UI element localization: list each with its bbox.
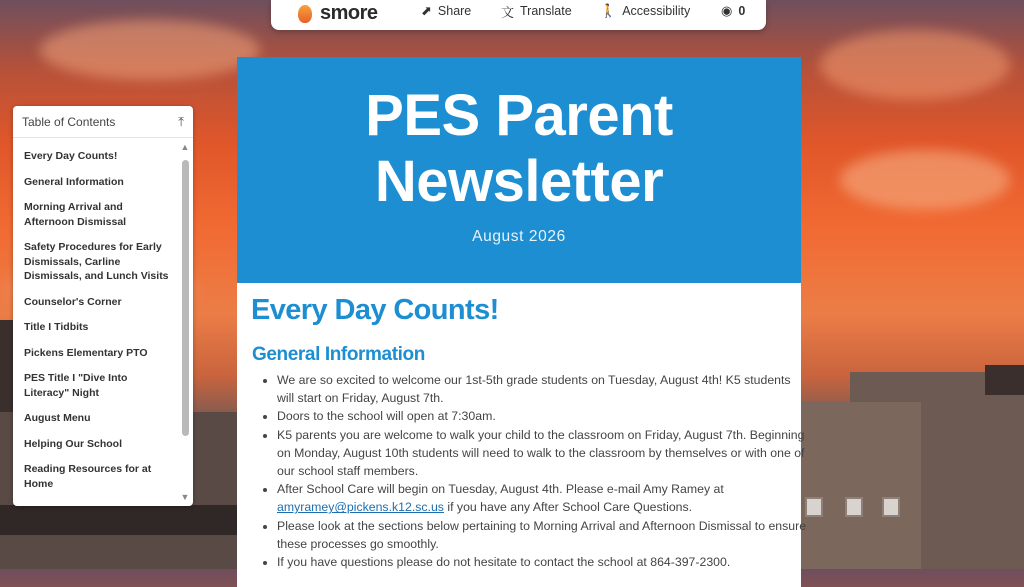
toc-item[interactable]: PES Title I "Dive Into Literacy" Night	[24, 372, 128, 399]
toc-item[interactable]: Title I Tidbits	[24, 321, 89, 333]
scroll-down-icon[interactable]: ▼	[180, 492, 190, 502]
translate-label: Translate	[520, 4, 572, 18]
toc-item[interactable]: Every Day Counts!	[24, 150, 118, 162]
flame-icon	[298, 5, 312, 23]
toc-item[interactable]: Pickens Elementary PTO	[24, 346, 148, 359]
list-item: • Please look at the sections below pertaining to Morning Arrival and Afternoon Dismissal to ensure these processes go smoothly.	[277, 517, 807, 553]
views-counter	[721, 0, 745, 22]
newsletter-title	[237, 83, 801, 215]
share-button[interactable]	[421, 0, 471, 22]
scrollbar-thumb[interactable]	[182, 160, 189, 436]
email-link[interactable]: amyramey@pickens.k12.sc.us	[277, 500, 444, 515]
toc-item[interactable]: Morning Arrival and Afternoon Dismissal	[24, 201, 127, 228]
eye-icon: ◉	[721, 3, 733, 18]
toc-item[interactable]: Helping Our School	[24, 437, 123, 450]
newsletter-date: August 2026	[472, 228, 566, 245]
title-line-1: PES Parent	[365, 83, 673, 148]
accessibility-label: Accessibility	[622, 4, 691, 18]
newsletter-banner	[237, 57, 801, 283]
toc-item[interactable]: Counselor's Corner	[24, 295, 122, 308]
table-of-contents	[13, 106, 193, 506]
list-item: • K5 parents you are welcome to walk your child to the classroom on Friday, August 7th. Beginning on Monday, August 10th students will need to walk to the classroom by themselves or with one of our school staff members.	[277, 426, 807, 481]
list-item: • We are so excited to welcome our 1st-5th grade students on Tuesday, August 4th! K5 students will start on Friday, August 7th.	[277, 371, 807, 407]
collapse-top-icon[interactable]: ⤒	[178, 113, 184, 129]
toc-item[interactable]: General Information	[24, 175, 124, 188]
section-heading-every-day-counts: Every Day Counts!	[251, 294, 499, 326]
list-item: • Doors to the school will open at 7:30am.	[277, 407, 807, 425]
translate-icon: 文	[501, 4, 515, 20]
logo-text: smore	[320, 2, 378, 24]
after-care-text: After School Care will begin on Tuesday, August 4th. Please e-mail Amy Ramey at	[277, 482, 724, 497]
toc-item[interactable]: August Menu	[24, 412, 91, 424]
after-care-tail: if you have any After School Care Questions.	[447, 500, 693, 515]
list-item: • If you have questions please do not hesitate to contact the school at 864-397-2300.	[277, 553, 807, 571]
list-item	[277, 480, 807, 516]
smore-logo[interactable]	[298, 2, 378, 25]
general-info-list	[258, 371, 807, 571]
top-bar	[271, 0, 766, 30]
accessibility-button[interactable]	[600, 0, 690, 22]
toc-item[interactable]: Reading Resources for at Home	[24, 463, 152, 490]
views-count: 0	[738, 4, 746, 18]
toc-header	[13, 106, 193, 138]
scroll-up-icon[interactable]: ▲	[180, 142, 190, 152]
share-label: Share	[437, 4, 472, 18]
newsletter-card	[237, 57, 807, 587]
share-icon: ⬈	[421, 3, 432, 18]
toc-item[interactable]: Safety Procedures for Early Dismissals, Carline Dismissals, and Lunch Visits	[24, 241, 169, 282]
title-line-2: Newsletter	[374, 149, 664, 214]
toc-title: Table of Contents	[22, 114, 116, 129]
toc-scrollbar[interactable]	[180, 142, 190, 502]
toc-list	[13, 138, 181, 506]
translate-button[interactable]	[501, 0, 572, 22]
accessibility-icon: 🚶	[600, 3, 617, 18]
section-heading-general-information: General Information	[252, 344, 425, 365]
